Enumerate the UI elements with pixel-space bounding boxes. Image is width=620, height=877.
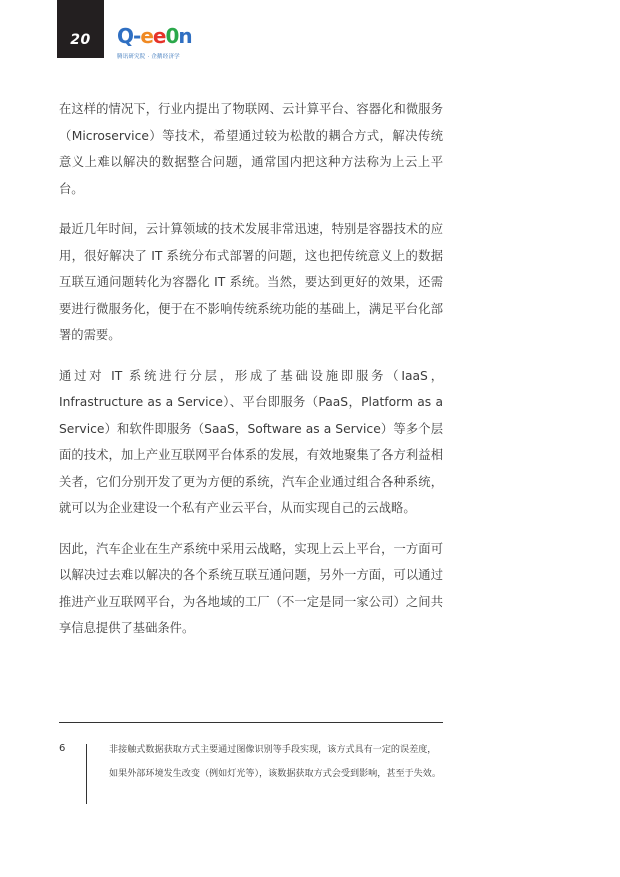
logo-letter: Q bbox=[117, 24, 134, 48]
paragraph: 最近几年时间，云计算领域的技术发展非常迅速，特别是容器技术的应用，很好解决了 IT 系统分布式部署的问题，这也把传统意义上的数据互联互通问题转化为容器化 IT 系统。当然，要达到更好的效果，还需要进行微服务化，便于在不影响传统系统功能的基础上，满足平台化部署的需要。 bbox=[59, 222, 443, 342]
page-number: 20 bbox=[70, 32, 91, 48]
logo-letter: 0 bbox=[165, 24, 179, 48]
logo-letter: n bbox=[178, 24, 192, 48]
page-number-badge bbox=[57, 0, 104, 58]
paragraph: 通过对 IT 系统进行分层，形成了基础设施即服务（IaaS，Infrastructure as a Service）、平台即服务（PaaS，Platform as a Service）和软件即服务（SaaS，Software as a Service）等多个层面的技术，加上产业互联网平台体系的发展，有效地聚集了各方利益相关者，它们分别开发了更为方便的系统，汽车企业通过组合各种系统，就可以为企业建设一个私有产业云平台，从而实现自己的云战略。 bbox=[59, 368, 443, 515]
logo-letter: - bbox=[133, 24, 141, 48]
logo-subtitle: 腾讯研究院 · 企鹅经济学 bbox=[117, 54, 180, 60]
paragraph: 在这样的情况下，行业内提出了物联网、云计算平台、容器化和微服务（Microservice）等技术，希望通过较为松散的耦合方式，解决传统意义上难以解决的数据整合问题，通常国内把这种方法称为上云上平台。 bbox=[59, 102, 443, 196]
footnote-text: 非接触式数据获取方式主要通过图像识别等手段实现，该方式具有一定的误差度，如果外部环境发生改变（例如灯光等），该数据获取方式会受到影响，甚至于失效。 bbox=[109, 745, 441, 779]
paragraph: 因此，汽车企业在生产系统中采用云战略，实现上云上平台，一方面可以解决过去难以解决的各个系统互联互通问题，另外一方面，可以通过推进产业互联网平台，为各地域的工厂（不一定是同一家公司）之间共享信息提供了基础条件。 bbox=[59, 541, 443, 635]
logo-letter: e bbox=[152, 24, 166, 48]
logo bbox=[117, 22, 192, 62]
footnote-bar bbox=[86, 744, 87, 804]
body-text bbox=[59, 96, 443, 656]
logo-letter: e bbox=[140, 24, 153, 48]
footnote-number: 6 bbox=[59, 743, 66, 754]
footnote-divider bbox=[59, 722, 443, 723]
logo-wordmark bbox=[117, 22, 192, 48]
